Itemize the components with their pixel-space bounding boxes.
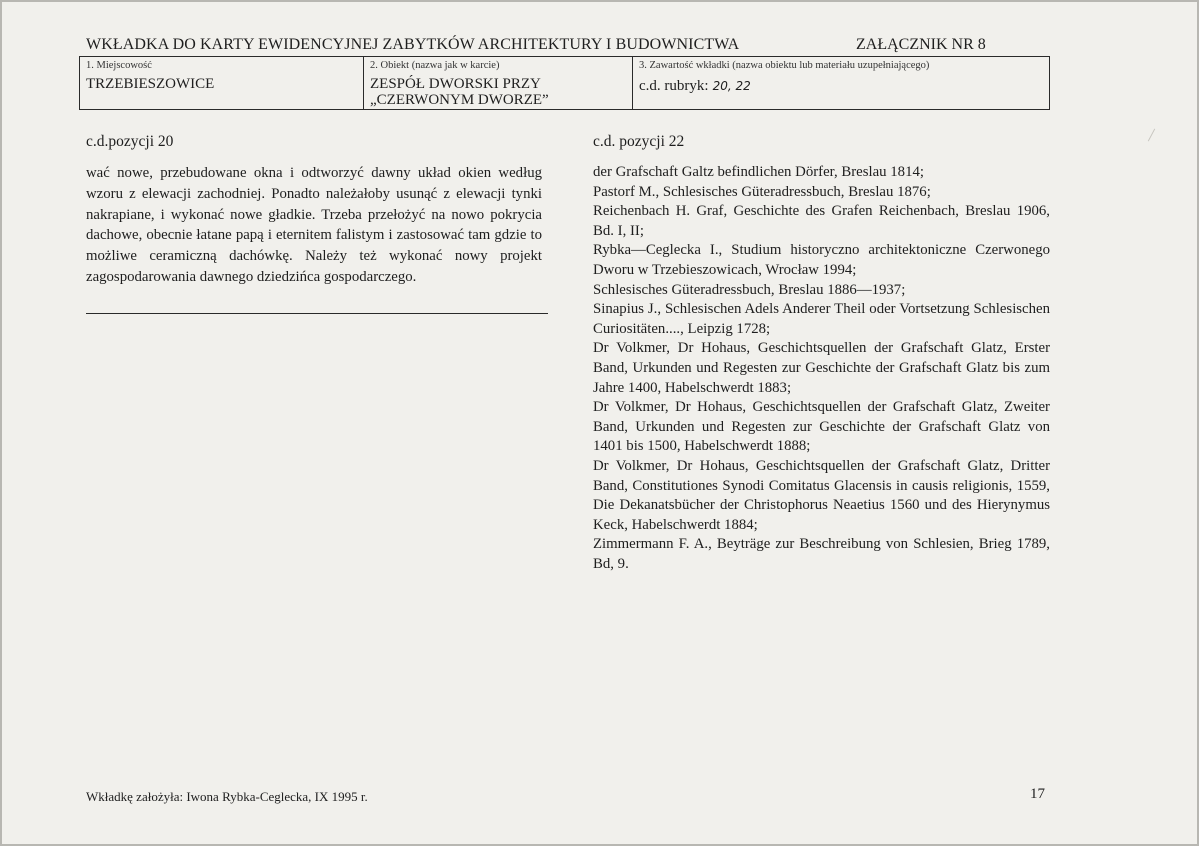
left-column-paragraph: wać nowe, przebudowane okna i odtworzyć dawny układ okien według wzoru z elewacji zachodniej. Ponadto należałoby usunąć z elewacji tynki nakrapiane, i wykonać nowe gładkie. Trzeba przełożyć na nowo pokrycia dachowe, obecnie łatane papą i eternitem falistym i zastosować tam gdzie to możliwe ceramiczną dachówkę. Należy też wykonać nowy projekt zagospodarowania dawnego dziedzińca gospodarczego. — [86, 165, 542, 285]
field-object-caption: 2. Obiekt (nazwa jak w karcie) — [370, 60, 500, 71]
reference-item: Sinapius J., Schlesischen Adels Anderer Theil oder Vortsetzung Schlesischen Curiositäten...., Leipzig 1728; — [593, 301, 1050, 337]
pencil-mark — [1148, 129, 1155, 142]
field-locality-caption: 1. Miejscowość — [86, 60, 152, 71]
reference-list — [593, 163, 1050, 574]
field-locality — [80, 57, 364, 109]
reference-item: Dr Volkmer, Dr Hohaus, Geschichtsquellen der Grafschaft Glatz, Dritter Band, Constitutiones Synodi Comitatus Glacensis in causis religionis, 1559, Die Dekanatsbücher der Christophorus Neaetius 1560 und des Hierynymus Keck, Habelschwerdt 1884; — [593, 457, 1050, 533]
left-column-heading: c.d.pozycji 20 — [86, 133, 174, 150]
reference-item: Zimmermann F. A., Beyträge zur Beschreibung von Schlesien, Brieg 1789, Bd, 9. — [593, 536, 1050, 572]
reference-item: Dr Volkmer, Dr Hohaus, Geschichtsquellen der Grafschaft Glatz, Erster Band, Urkunden und Regesten zur Geschichte der Grafschaft Glatz bis zum Jahre 1400, Habelschwerdt 1883; — [593, 340, 1050, 396]
page-number: 17 — [1030, 786, 1045, 802]
reference-item: Pastorf M., Schlesisches Güteradressbuch, Breslau 1876; — [593, 183, 931, 200]
reference-item: Dr Volkmer, Dr Hohaus, Geschichtsquellen der Grafschaft Glatz, Zweiter Band, Urkunden und Regesten zur Geschichte der Grafschaft Glatz von 1401 bis 1500, Habelschwerdt 1888; — [593, 399, 1050, 455]
header-fields-table — [79, 56, 1050, 110]
field-contents-label: c.d. rubryk: — [639, 78, 709, 94]
author-note: Wkładkę założyła: Iwona Rybka-Ceglecka, IX 1995 r. — [86, 789, 368, 804]
right-column-heading: c.d. pozycji 22 — [593, 133, 685, 150]
field-locality-value: TRZEBIESZOWICE — [86, 76, 215, 92]
document-title: WKŁADKA DO KARTY EWIDENCYJNEJ ZABYTKÓW ARCHITEKTURY I BUDOWNICTWA — [86, 36, 740, 53]
field-contents-caption: 3. Zawartość wkładki (nazwa obiektu lub materiału uzupełniającego) — [639, 60, 930, 71]
field-object-value-line-1: ZESPÓŁ DWORSKI PRZY — [370, 76, 541, 92]
annex-number: ZAŁĄCZNIK NR 8 — [856, 36, 986, 53]
reference-item: der Grafschaft Galtz befindlichen Dörfer, Breslau 1814; — [593, 164, 924, 180]
field-contents-value — [639, 79, 751, 94]
handwritten-rubric-numbers: 20, 22 — [712, 79, 751, 93]
reference-item: Reichenbach H. Graf, Geschichte des Grafen Reichenbach, Breslau 1906, Bd. I, II; — [593, 203, 1050, 239]
left-column-body — [86, 163, 542, 288]
reference-item: Schlesisches Güteradressbuch, Breslau 1886—1937; — [593, 281, 906, 298]
field-contents — [633, 57, 1049, 109]
section-divider — [86, 313, 548, 314]
field-object-value-line-2: „CZERWONYM DWORZE” — [370, 92, 549, 108]
reference-item: Rybka—Ceglecka I., Studium historyczno architektoniczne Czerwonego Dworu w Trzebieszowicach, Wrocław 1994; — [593, 242, 1050, 278]
field-object — [364, 57, 633, 109]
